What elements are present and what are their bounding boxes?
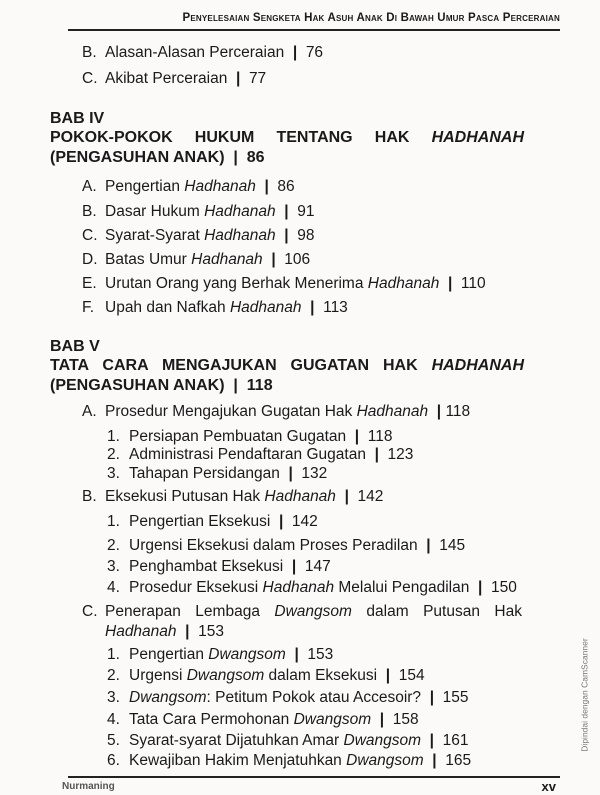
toc-item-5c2: 2. Urgensi Dwangsom dalam Eksekusi | 154 (107, 667, 425, 684)
chapter-5-title-line2: (PENGASUHAN ANAK) | 118 (50, 377, 273, 394)
toc-item-4c: C. Syarat-Syarat Hadhanah | 98 (82, 227, 315, 244)
toc-item-5b3: 3. Penghambat Eksekusi | 147 (107, 558, 331, 575)
scanner-watermark: Dipindai dengan CamScanner (580, 638, 590, 752)
footer-left-text: Nurmaning (62, 781, 115, 792)
chapter-5-label: BAB V (50, 338, 100, 355)
toc-item-5a3: 3. Tahapan Persidangan | 132 (107, 465, 328, 482)
toc-item-4e: E. Urutan Orang yang Berhak Menerima Hadhanah | 110 (82, 275, 486, 292)
footer-rule (68, 776, 560, 778)
toc-item-5c6: 6. Kewajiban Hakim Menjatuhkan Dwangsom | 165 (107, 752, 472, 769)
toc-item-4b: B. Dasar Hukum Hadhanah | 91 (82, 203, 315, 220)
toc-item-5a2: 2. Administrasi Pendaftaran Gugatan | 123 (107, 446, 414, 463)
toc-item-5b2: 2. Urgensi Eksekusi dalam Proses Peradilan | 145 (107, 537, 466, 554)
toc-item-5c1: 1. Pengertian Dwangsom | 153 (107, 646, 334, 663)
running-head: Penyelesaian Sengketa Hak Asuh Anak Di Bawah Umur Pasca Perceraian (182, 12, 560, 24)
toc-item-4d: D. Batas Umur Hadhanah | 106 (82, 251, 311, 268)
toc-item-5b: B. Eksekusi Putusan Hak Hadhanah | 142 (82, 488, 384, 505)
toc-item-5c3: 3. Dwangsom: Petitum Pokok atau Accesoir? | 155 (107, 689, 469, 706)
toc-item-5c-line1: C. Penerapan Lembaga Dwangsom dalam Putusan Hak (82, 603, 522, 620)
toc-item-5a1: 1. Persiapan Pembuatan Gugatan | 118 (107, 428, 393, 445)
toc-item-5c5: 5. Syarat-syarat Dijatuhkan Amar Dwangsom | 161 (107, 732, 469, 749)
chapter-5-title-line1: TATA CARA MENGAJUKAN GUGATAN HAK HADHANAH (50, 357, 524, 374)
chapter-4-title-line2: (PENGASUHAN ANAK) | 86 (50, 149, 265, 166)
toc-item-c-prev: C. Akibat Perceraian | 77 (82, 70, 267, 87)
toc-item-4a: A. Pengertian Hadhanah | 86 (82, 178, 295, 195)
toc-item-5c-line2: Hadhanah | 153 (105, 623, 225, 640)
page-number: xv (541, 779, 556, 794)
toc-item-5c4: 4. Tata Cara Permohonan Dwangsom | 158 (107, 711, 419, 728)
toc-item-5b4: 4. Prosedur Eksekusi Hadhanah Melalui Pengadilan | 150 (107, 579, 517, 596)
toc-item-5a: A. Prosedur Mengajukan Gugatan Hak Hadhanah | 118 (82, 403, 471, 420)
toc-item-5b1: 1. Pengertian Eksekusi | 142 (107, 513, 318, 530)
toc-item-b-prev: B. Alasan-Alasan Perceraian | 76 (82, 44, 324, 61)
chapter-4-title-line1: POKOK-POKOK HUKUM TENTANG HAK HADHANAH (50, 129, 524, 146)
chapter-4-label: BAB IV (50, 110, 105, 127)
toc-item-4f: F. Upah dan Nafkah Hadhanah | 113 (82, 299, 348, 316)
